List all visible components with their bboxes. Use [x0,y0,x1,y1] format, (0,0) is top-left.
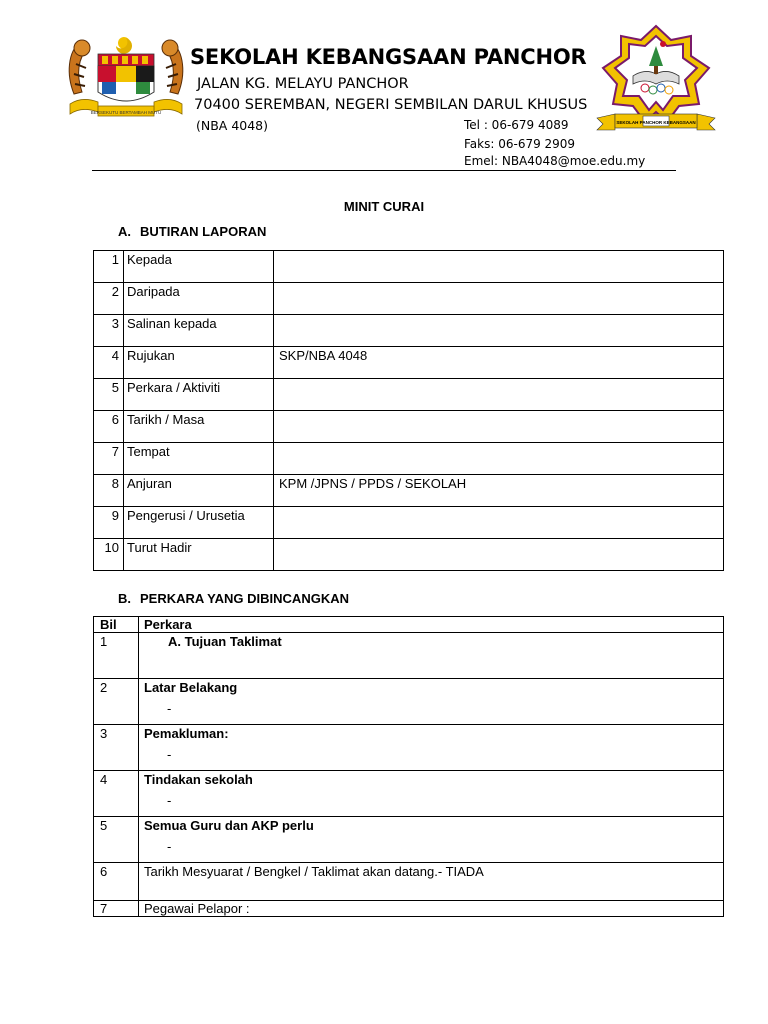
header-divider [92,170,676,171]
address-line-2: 70400 SEREMBAN, NEGERI SEMBILAN DARUL KHUSUS [194,97,588,113]
row-value[interactable] [274,283,724,315]
row-number: 7 [94,901,139,917]
row-content[interactable] [139,771,724,817]
table-row [94,475,724,507]
row-number: 6 [94,411,124,443]
table-row [94,817,724,863]
document-title: MINIT CURAI [343,199,425,214]
row-value[interactable] [274,411,724,443]
row-title: Pemakluman: [144,726,229,741]
row-number: 3 [94,725,139,771]
table-row [94,315,724,347]
row-label: Turut Hadir [124,539,274,571]
fax: Faks: 06-679 2909 [464,137,576,151]
row-number: 2 [94,283,124,315]
table-row [94,443,724,475]
table-row [94,379,724,411]
table-row [94,725,724,771]
section-b-title: PERKARA YANG DIBINCANGKAN [140,591,349,606]
row-value[interactable]: KPM /JPNS / PPDS / SEKOLAH [274,475,724,507]
row-title: Tarikh Mesyuarat / Bengkel / Taklimat akan datang.- TIADA [144,864,484,879]
row-title: Pegawai Pelapor : [144,901,250,916]
row-content[interactable] [139,679,724,725]
row-label: Daripada [124,283,274,315]
row-label: Pengerusi / Urusetia [124,507,274,539]
column-header-perkara: Perkara [139,617,724,633]
section-b-heading [118,591,349,606]
row-number: 5 [94,817,139,863]
row-value[interactable] [274,443,724,475]
row-label: Anjuran [124,475,274,507]
row-bullet: - [167,747,172,762]
discussion-table [93,616,724,917]
row-bullet: - [167,839,172,854]
row-number: 4 [94,771,139,817]
row-bullet: - [167,701,172,716]
school-logo [595,22,717,134]
row-number: 2 [94,679,139,725]
row-number: 1 [94,633,139,679]
school-name: SEKOLAH KEBANGSAAN PANCHOR [190,45,587,69]
svg-text:SEKOLAH PANCHOR KEBANGSAAN: SEKOLAH PANCHOR KEBANGSAAN [616,120,696,125]
row-content[interactable] [139,863,724,901]
table-row [94,411,724,443]
row-label: Tempat [124,443,274,475]
table-row [94,863,724,901]
column-header-bil: Bil [94,617,139,633]
row-value[interactable] [274,539,724,571]
row-label: Rujukan [124,347,274,379]
table-row [94,347,724,379]
table-header-row [94,617,724,633]
row-value[interactable]: SKP/NBA 4048 [274,347,724,379]
row-title: A. Tujuan Taklimat [168,634,282,649]
section-a-heading [118,224,266,239]
school-code: (NBA 4048) [196,118,269,133]
row-number: 3 [94,315,124,347]
row-number: 9 [94,507,124,539]
telephone: Tel : 06-679 4089 [464,118,569,132]
row-value[interactable] [274,379,724,411]
address-line-1: JALAN KG. MELAYU PANCHOR [197,76,409,92]
table-row [94,283,724,315]
section-b-label: B. [118,591,131,606]
report-details-table [93,250,724,571]
row-number: 6 [94,863,139,901]
row-number: 4 [94,347,124,379]
row-title: Tindakan sekolah [144,772,253,787]
section-a-title: BUTIRAN LAPORAN [140,224,267,239]
row-number: 1 [94,251,124,283]
row-content[interactable] [139,633,724,679]
row-title: Latar Belakang [144,680,238,695]
table-row [94,539,724,571]
row-number: 7 [94,443,124,475]
row-label: Salinan kepada [124,315,274,347]
row-content[interactable] [139,817,724,863]
table-row [94,679,724,725]
row-label: Tarikh / Masa [124,411,274,443]
row-number: 5 [94,379,124,411]
table-row [94,507,724,539]
table-row [94,901,724,917]
row-content[interactable] [139,725,724,771]
row-label: Kepada [124,251,274,283]
row-bullet: - [167,793,172,808]
email: Emel: NBA4048@moe.edu.my [464,154,646,168]
table-row [94,251,724,283]
table-row [94,633,724,679]
national-crest-logo [62,34,190,124]
table-row [94,771,724,817]
row-title: Semua Guru dan AKP perlu [144,818,314,833]
row-content[interactable] [139,901,724,917]
row-value[interactable] [274,251,724,283]
svg-text:BERSEKUTU BERTAMBAH MUTU: BERSEKUTU BERTAMBAH MUTU [90,110,162,115]
row-value[interactable] [274,507,724,539]
row-number: 8 [94,475,124,507]
section-a-label: A. [118,224,131,239]
row-label: Perkara / Aktiviti [124,379,274,411]
row-number: 10 [94,539,124,571]
row-value[interactable] [274,315,724,347]
